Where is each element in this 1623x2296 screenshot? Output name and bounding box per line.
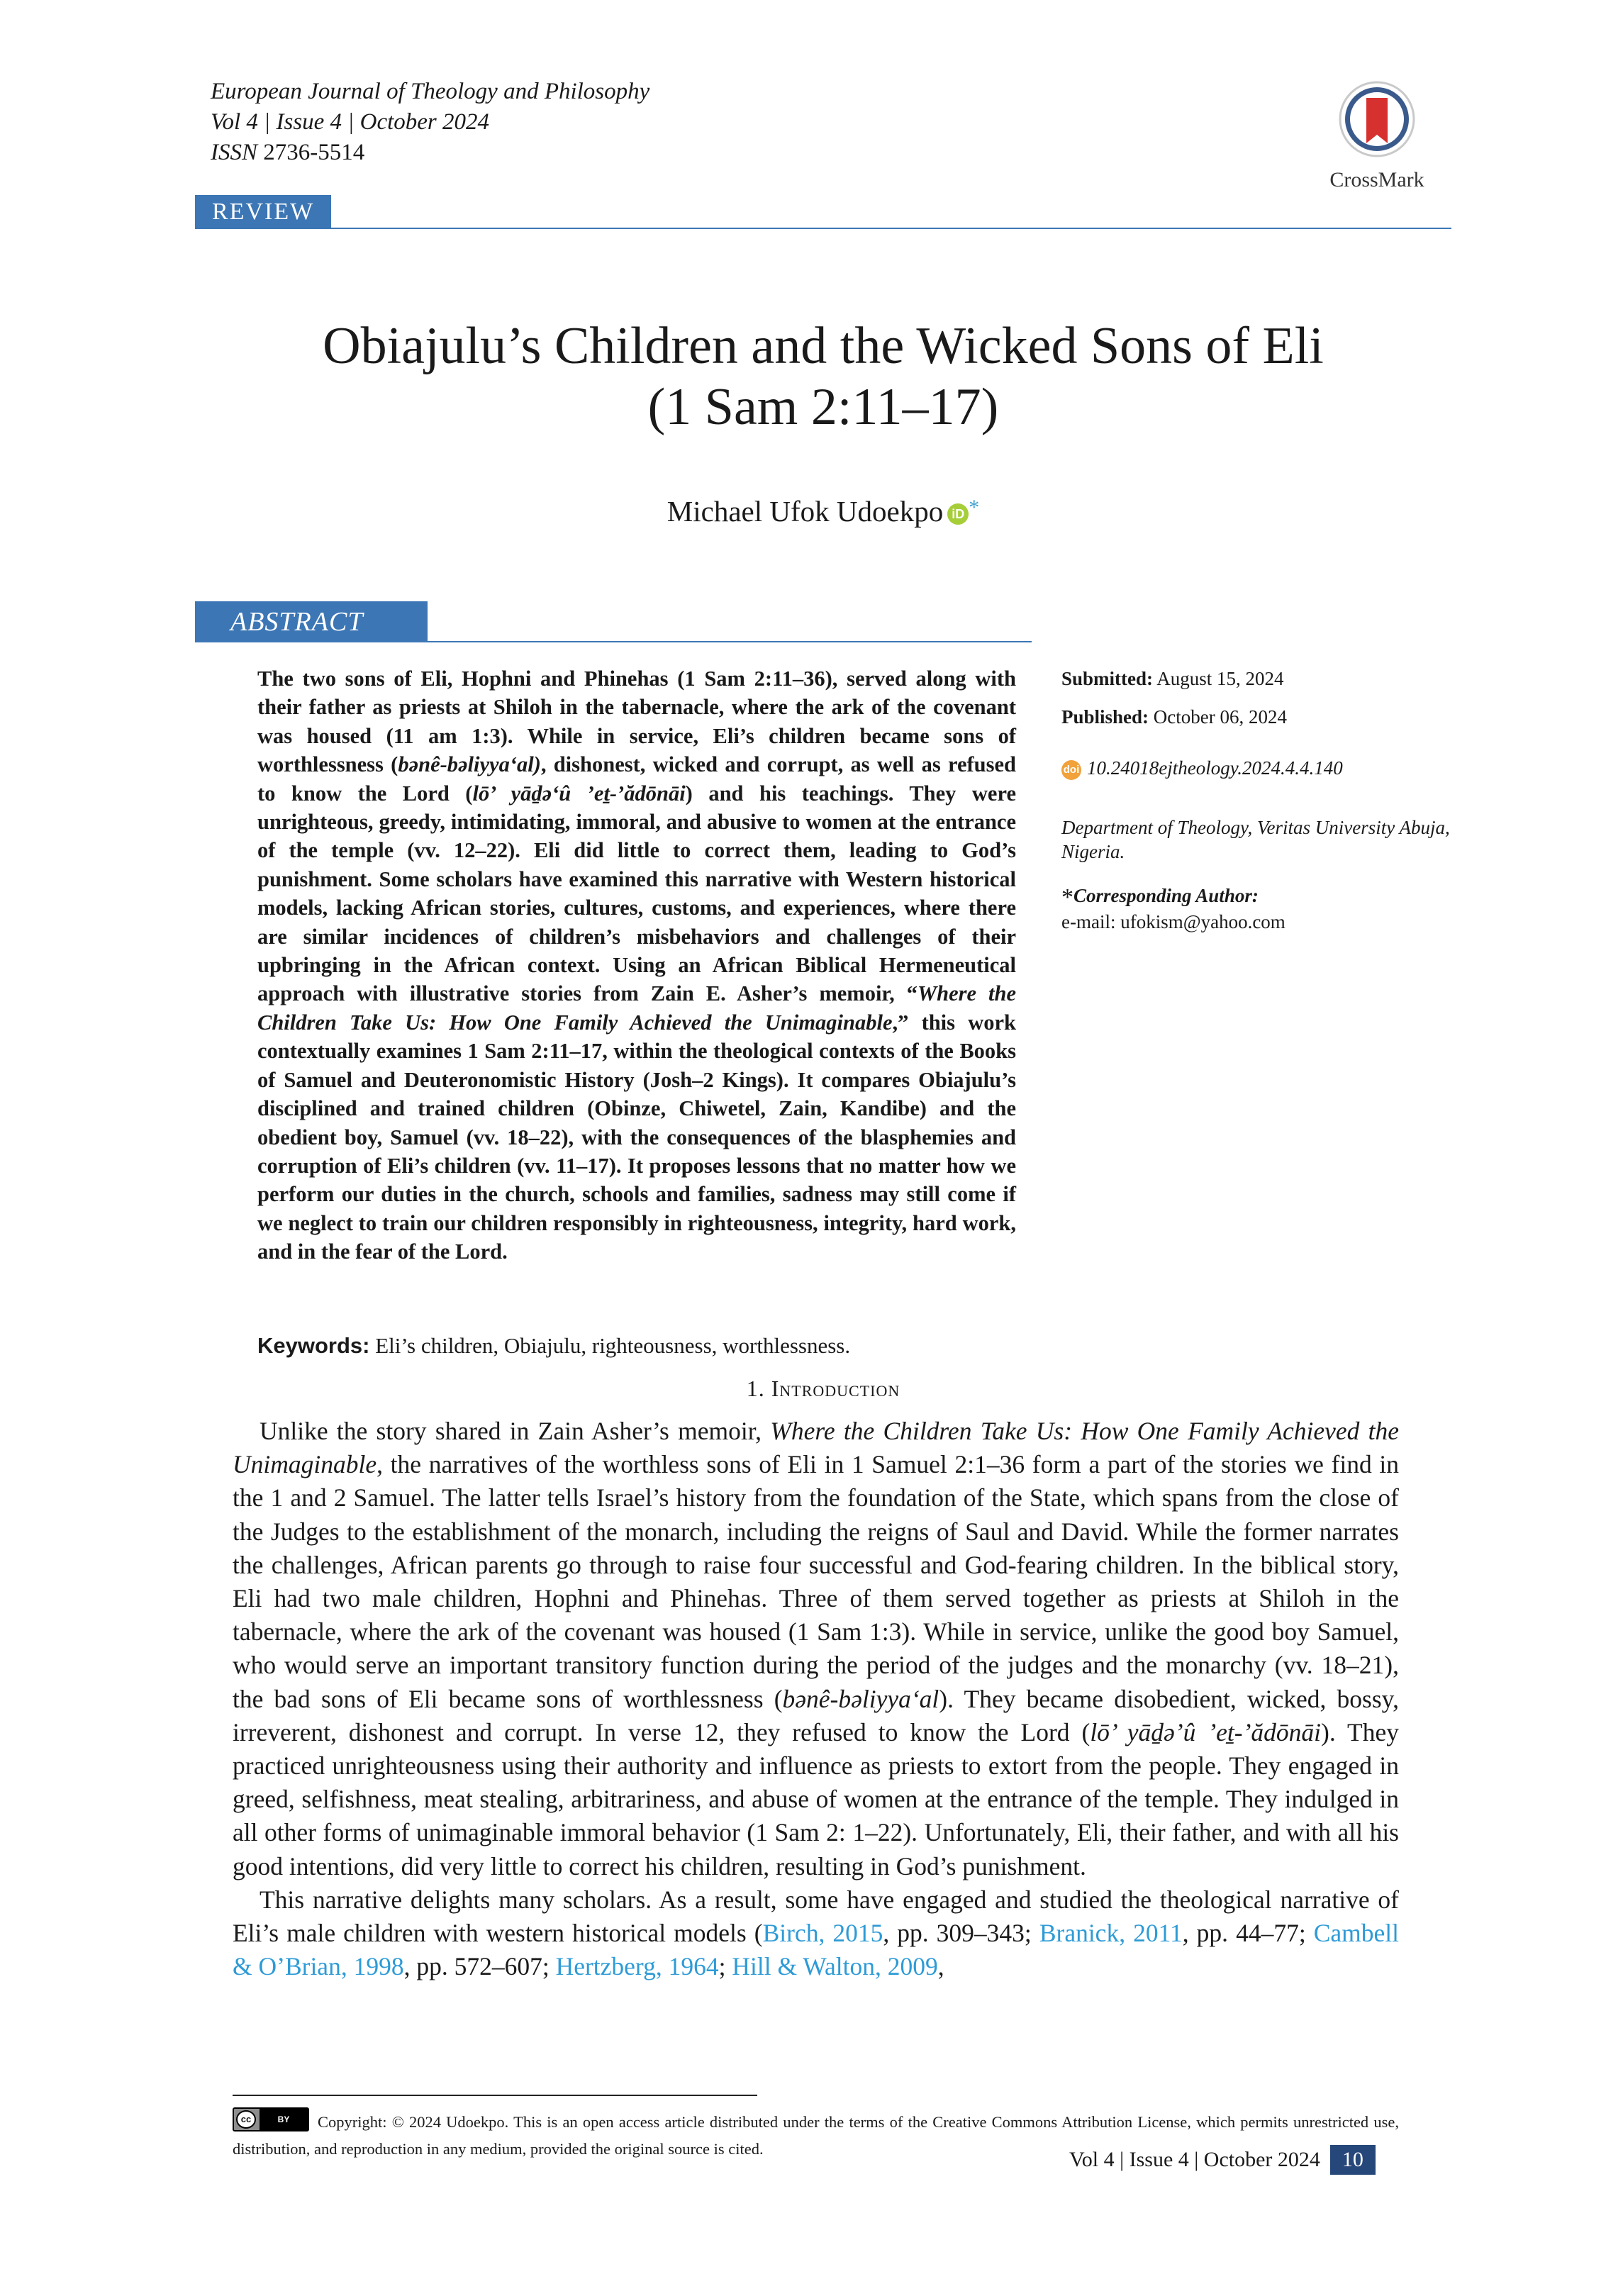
corresponding-author-mark: * [969,496,980,519]
text-segment: ). They became disobedient, wicked, bossy, irreverent, dishonest and corrupt. In verse 12, they refused to know the Lord ( [233,1684,1399,1746]
abstract-segment: The two sons of Eli, Hophni and Phinehas (1 Sam 2:11–36), served along with their father as priests at Shiloh in the tabernacle, where the ark of the covenant was housed (11 am 1:3). While in service, Eli’s children became sons of worthlessness ( [257,667,1016,777]
orcid-icon[interactable]: iD [947,503,969,525]
text-segment: ). They practiced unrighteousness using their authority and influence as priests to extort from the people. They engaged in greed, selfishness, meat stealing, arbitrariness, and abuse of women at the entrance of the temple. They indulged in all other forms of unimaginable immoral behavior (1 Sam 2: 1–22). Unfortunately, Eli, their father, and with all his good intentions, did very little to correct his children, resulting in God’s punishment. [233,1717,1399,1880]
issn [211,138,649,168]
author-name: Michael Ufok Udoekpo [667,495,944,528]
author-line [195,491,1451,528]
keywords-line [257,1332,1321,1360]
page-number: 10 [1330,2145,1376,2175]
hebrew-term: lō’ yāḏə‘û ’eṯ-’ădōnāi [472,781,686,806]
abstract-segment: ) and his teachings. They were unrighteous, greedy, intimidating, immoral, and abusive to women at the entrance of the temple (vv. 12–22). Eli did little to correct them, leading to God’s punishment. Some scholars have examined this narrative with Western historical models, lacking African stories, cultures, customs, and experiences, where there are similar incidences of children’s misbehaviors and challenges of their upbringing in the African context. Using an African Biblical Hermeneutical approach with illustrative stories from Zain E. Asher’s memoir, “ [257,781,1016,1006]
abstract-segment: , dishonest, wicked and corrupt, as well as refused to know the Lord ( [257,752,1016,806]
book-title: Where the Children Take Us: How One Family Achieved the Unimaginable [233,1417,1400,1479]
published-label: Published: [1061,706,1149,728]
paragraph-2 [233,1883,1399,1984]
citation-link[interactable]: Hertzberg, 1964 [555,1952,719,1981]
doi-link[interactable]: 10.24018ejtheology.2024.4.4.140 [1087,757,1343,779]
article-title [195,316,1451,438]
abstract-segment: ,” this work contextually examines 1 Sam 2:11–17, within the theological contexts of the Books of Samuel and Deuteronomistic History (Josh–2 Kings). It compares Obiajulu’s disciplined and trained children (Obinze, Chiwetel, Zain, Kandibe) and the obedient boy, Samuel (vv. 18–22), with the consequences of the blasphemies and corruption of Eli’s children (vv. 11–17). It proposes lessons that no matter how we perform our duties in the church, schools and families, sadness may still come if we neglect to train our children responsibly in righteousness, integrity, hard work, and in the fear of the Lord. [257,1010,1016,1264]
department-affiliation: Department of Theology, Veritas University Abuja, Nigeria. [1061,817,1450,862]
asterisk-mark: * [1061,884,1073,910]
crossmark-label: CrossMark [1329,168,1424,191]
abstract-heading: ABSTRACT [195,601,428,642]
cc-by-license-icon[interactable] [233,2107,309,2131]
book-title: Where the Children Take Us: How One Family Achieved the Unimaginable [257,981,1017,1035]
paragraph-1 [233,1415,1399,1883]
by-icon: BY [260,2109,308,2130]
corresponding-author-label: Corresponding Author: [1073,885,1259,906]
text-segment: , [937,1952,944,1981]
keywords-label: Keywords: [257,1333,370,1358]
footnote-divider [233,2095,757,2096]
footer-issue-info: Vol 4 | Issue 4 | October 2024 [1069,2148,1320,2171]
submitted-line [1061,667,1459,691]
text-segment: , the narratives of the worthless sons of Eli in 1 Samuel 2:1–36 form a part of the stories we find in the 1 and 2 Samuel. The latter tells Israel’s history from the foundation of the State, which spans from the close of the Judges to the establishment of the monarch, including the reigns of Saul and David. While the former narrates the challenges, African parents go through to raise four successful and God-fearing children. In the biblical story, Eli had two male children, Hophni and Phinehas. Three of them served together as priests at Shiloh in the tabernacle, where the ark of the covenant was housed (1 Sam 1:3). While in service, unlike the good boy Samuel, who would serve an important transitory function during the period of the judges and the monarchy (vv. 18–21), the bad sons of Eli became sons of worthlessness ( [233,1450,1399,1713]
text-segment: , pp. 572–607; [403,1952,556,1981]
doi-line[interactable] [1061,756,1459,780]
keywords-text: Eli’s children, Obiajulu, righteousness, worthlessness. [375,1333,851,1358]
hebrew-term: bənê-bəliyya‘al [782,1684,939,1713]
header-divider [195,228,1451,229]
issn-number: 2736-5514 [263,140,365,165]
abstract-text [257,664,1016,1266]
text-segment: , pp. 309–343; [883,1919,1039,1948]
section-heading-introduction: 1. Introduction [746,1376,900,1401]
citation-link[interactable]: Cambell & O’Brian, 1998 [233,1919,1400,1981]
submitted-label: Submitted: [1061,668,1154,689]
doi-icon: doi [1061,760,1081,780]
corresponding-author-line [1061,884,1459,910]
abstract-divider [195,641,1032,642]
hebrew-term: lō’ yāḏə’û ’eṯ-’ădōnāi [1090,1717,1322,1746]
page-footer [1069,2145,1376,2175]
author-email[interactable]: e-mail: ufokism@yahoo.com [1061,911,1285,932]
issn-label: ISSN [211,140,257,165]
volume-issue: Vol 4 | Issue 4 | October 2024 [211,109,490,135]
text-segment: , pp. 44–77; [1182,1919,1314,1948]
body-text [233,1415,1399,1983]
title-line-1: Obiajulu’s Children and the Wicked Sons of Eli [323,317,1324,375]
crossmark-icon [1338,78,1416,162]
journal-header [211,77,649,168]
text-segment: This narrative delights many scholars. As a result, some have engaged and studied the theological narrative of Eli’s male children with western historical models ( [233,1885,1399,1948]
text-segment: ; [718,1952,732,1981]
crossmark-badge[interactable] [1320,78,1434,192]
title-line-2: (1 Sam 2:11–17) [647,378,999,436]
citation-link[interactable]: Hill & Walton, 2009 [732,1952,938,1981]
hebrew-term: bənê-bəliyya‘al) [398,752,541,777]
text-segment: Unlike the story shared in Zain Asher’s memoir, [260,1417,771,1445]
license-text: Copyright: © 2024 Udoekpo. This is an open access article distributed under the terms of the Creative Commons Attribution License, which permits unrestricted use, distribution, and reproduction in any medium, provided the original source is cited. [233,2113,1399,2158]
cc-icon: cc [236,2110,256,2129]
citation-link[interactable]: Birch, 2015 [762,1919,883,1948]
journal-name: European Journal of Theology and Philosophy [211,79,650,104]
article-type-tag: REVIEW [195,195,331,228]
citation-link[interactable]: Branick, 2011 [1039,1919,1183,1948]
article-info-sidebar [1061,667,1459,934]
submitted-date: August 15, 2024 [1156,668,1284,689]
published-date: October 06, 2024 [1153,706,1288,728]
published-line [1061,705,1459,729]
